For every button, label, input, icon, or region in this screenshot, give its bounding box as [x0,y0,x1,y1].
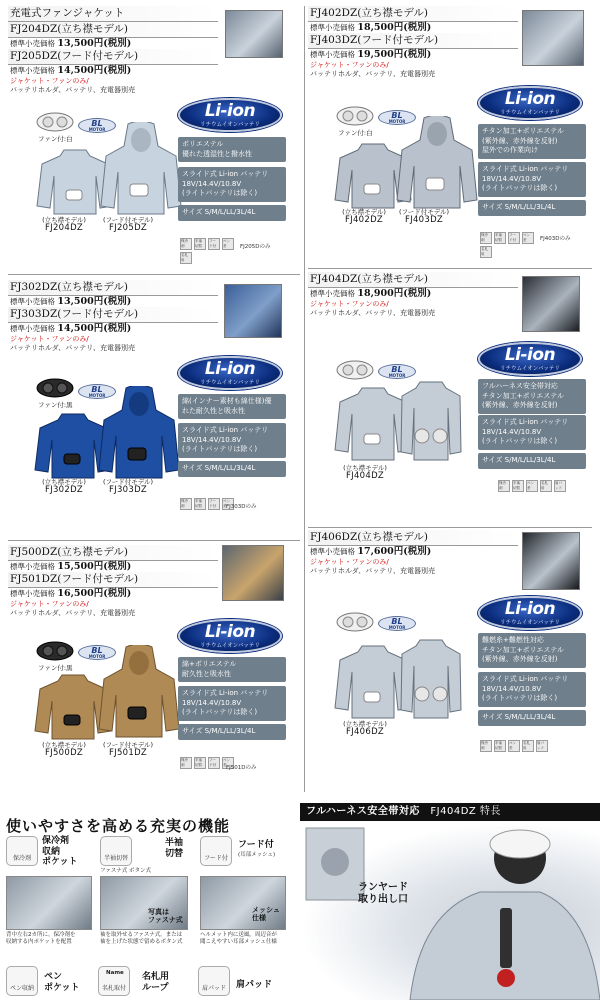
material-spec: フルハーネス安全帯対応 チタン加工+ポリエステル (紫外線、赤外線を反射) [478,379,586,414]
hood-icon: フード付 [208,757,220,769]
sleeve-switch-badge-icon: 半袖切替 [100,836,132,866]
jacket-hood-image [98,645,180,739]
model-title: FJ204DZ(立ち襟モデル) [8,22,218,38]
feature-cooling-pack-desc: 背中左右2カ所に。保冷剤を 収納する内ポケットを配置 [6,932,76,945]
name-tag-icon: 名札用 [522,740,534,752]
cooling-pack-icon: 保冷剤 [480,232,492,244]
name-tag-sample: Name [106,970,124,976]
feature-hood-overlay: メッシュ 仕様 [252,906,280,922]
fan-label: ファン付:白 [338,129,373,137]
product-fj500-fj501 [8,545,298,793]
feature-cooling-pack-photo [6,876,92,930]
note-jacket-only: ジャケット・ファンのみ/ [10,335,89,343]
pen-pocket-icon: ペン差 [222,238,234,250]
material-spec: ポリエステル 優れた透湿性と撥水性 [178,137,286,162]
caption-hood: (フード付モデル) FJ403DZ [398,208,450,225]
product-fj406 [308,530,598,792]
material-spec: 綿+ポリエステル 耐久性と吸水性 [178,657,286,682]
li-ion-logo: Li-ion リチウムイオンバッテリ [478,86,582,120]
note-sold-separately: バッテリホルダ、バッテリ、充電器別売 [10,344,135,352]
caption-standup: (立ち襟モデル) FJ406DZ [343,720,387,737]
jacket-hood-image [98,386,180,480]
name-tag-icon: 名札用 [540,480,552,492]
fan-unit-icon [336,360,374,380]
fan-label: ファン付:黒 [38,401,73,409]
size-spec: サイズ S/M/L/LL/3L/4L [478,200,586,216]
product-photo [522,532,580,590]
fan-unit-icon [36,112,74,132]
product-photo [222,545,284,601]
caption-standup: (立ち襟モデル) FJ500DZ [42,741,86,758]
cooling-pack-icon: 保冷剤 [180,757,192,769]
bl-motor-logo: BL MOTOR [378,364,416,379]
shoulder-pad-badge-icon: 肩パッド [198,966,230,996]
model-title: FJ406DZ(立ち襟モデル) [308,530,518,546]
cooling-pack-icon: 保冷剤 [498,480,510,492]
size-spec: サイズ S/M/L/LL/3L/4L [178,724,286,740]
feature-sleeve-overlay: 写真は ファスナ式 [148,908,183,924]
sleeve-switch-icon: 半袖切替 [512,480,524,492]
sleeve-switch-icon: 半袖切替 [194,238,206,250]
jacket-back-image [400,636,462,720]
price-line: 標準小売価格 17,600円(税別) [310,546,432,557]
battery-spec: スライド式 Li-ion バッテリ 18V/14.4V/10.8V (ライトバッテリは除く) [178,167,286,202]
feature-pen-title: ペン ポケット [44,972,80,993]
harness-heading: フルハーネス安全帯対応 FJ404DZ 特長 [300,803,600,821]
price-line: 標準小売価格 14,500円(税別) [10,323,132,334]
model-title: FJ501DZ(フード付モデル) [8,572,218,588]
fan-label: ファン付:黒 [38,664,73,672]
name-tag-icon: 名札用 [480,246,492,258]
product-fj402-fj403 [308,6,598,268]
note-sold-separately: バッテリホルダ、バッテリ、充電器別売 [10,609,135,617]
size-spec: サイズ S/M/L/LL/3L/4L [478,710,586,726]
shoulder-pad-icon: 肩パッド [536,740,548,752]
hood-icon: フード付 [208,498,220,510]
jacket-hood-image [100,122,182,216]
caption-standup: (立ち襟モデル) FJ302DZ [42,478,86,495]
feature-name-loop-title: 名札用 ループ [142,972,170,993]
name-tag-badge-icon: 名札取付 [98,966,130,996]
sleeve-switch-icon: 半袖切替 [194,498,206,510]
battery-spec: スライド式 Li-ion バッテリ 18V/14.4V/10.8V (ライトバッテリは除く) [178,423,286,458]
pen-pocket-icon: ペン差 [508,740,520,752]
bl-motor-logo: BL MOTOR [78,118,116,133]
material-spec: チタン加工+ポリエステル (紫外線、赤外線を反射) 屋外での作業向け [478,124,586,159]
material-spec: 綿(インナー素材も綿仕様)優 れた耐久性と吸水性 [178,394,286,419]
bl-motor-logo: BL MOTOR [378,616,416,631]
li-ion-logo: Li-ion リチウムイオンバッテリ [478,596,582,630]
product-photo [224,284,282,338]
price-line: 標準小売価格 19,500円(税別) [310,49,432,60]
size-spec: サイズ S/M/L/LL/3L/4L [178,205,286,221]
feature-cooling-pack-title: 保冷剤 収納 ポケット [42,836,78,867]
size-spec: サイズ S/M/L/LL/3L/4L [178,461,286,477]
battery-spec: スライド式 Li-ion バッテリ 18V/14.4V/10.8V (ライトバッテリは除く) [178,686,286,721]
feature-hood-desc: ヘルメット内に送風。周辺音が 聞こえやすい耳部メッシュ仕様 [200,932,277,945]
price-line: 標準小売価格 16,500円(税別) [10,588,132,599]
icons-note: FJ303Dのみ [226,504,257,510]
feature-hood-sub: (耳部メッシュ) [238,852,276,858]
product-fj302-fj303 [8,280,298,542]
sleeve-switch-icon: 半袖切替 [494,232,506,244]
li-ion-logo: Li-ion リチウムイオンバッテリ [478,342,582,376]
feature-icons [480,740,570,752]
hood-icon: フード付 [508,232,520,244]
model-title: FJ404DZ(立ち襟モデル) [308,272,518,288]
product-photo [225,10,283,58]
category-label: 充電式ファンジャケット [8,6,218,22]
lanyard-callout: ランヤード 取り出し口 [358,882,408,905]
icons-note: FJ205Dのみ [240,244,271,250]
row-divider [8,274,300,275]
price-line: 標準小売価格 13,500円(税別) [10,38,132,49]
pen-pocket-icon: ペン差 [522,232,534,244]
note-sold-separately: バッテリホルダ、バッテリ、充電器別売 [310,309,435,317]
price-line: 標準小売価格 14,500円(税別) [10,65,132,76]
size-spec: サイズ S/M/L/LL/3L/4L [478,453,586,469]
model-title: FJ205DZ(フード付モデル) [8,49,218,65]
price-line: 標準小売価格 15,500円(税別) [10,561,132,572]
price-line: 標準小売価格 18,900円(税別) [310,288,432,299]
fan-unit-icon [36,641,74,661]
harness-photo [300,822,600,1000]
sleeve-switch-icon: 半袖切替 [194,757,206,769]
fan-unit-icon [36,378,74,398]
battery-spec: スライド式 Li-ion バッテリ 18V/14.4V/10.8V (ライトバッテリは除く) [478,672,586,707]
fan-label: ファン付:白 [38,135,73,143]
model-title: FJ303DZ(フード付モデル) [8,307,218,323]
price-line: 標準小売価格 18,500円(税別) [310,22,432,33]
feature-icons [498,480,588,492]
bl-motor-logo: BL MOTOR [378,110,416,125]
fan-unit-icon [336,106,374,126]
note-sold-separately: バッテリホルダ、バッテリ、充電器別売 [10,86,135,94]
li-ion-logo: Li-ion リチウムイオンバッテリ [178,619,282,653]
model-title: FJ402DZ(立ち襟モデル) [308,6,518,22]
pen-pocket-icon: ペン差 [222,757,234,769]
product-photo [522,10,584,66]
model-title: FJ403DZ(フード付モデル) [308,33,518,49]
hood-icon: フード付 [208,238,220,250]
feature-icons [180,238,246,264]
feature-sleeve-switch-desc: 袖を取外せるファスナ式。または 袖を上げた状態で留めるボタン式 [100,932,183,945]
jacket-back-image [400,378,462,462]
caption-standup: (立ち襟モデル) FJ404DZ [343,464,387,481]
battery-spec: スライド式 Li-ion バッテリ 18V/14.4V/10.8V (ライトバッテリは除く) [478,162,586,197]
row-divider [308,268,592,269]
material-spec: 難燃糸+難燃性対応 チタン加工+ポリエステル (紫外線、赤外線を反射) [478,633,586,668]
cooling-pack-icon: 保冷剤 [180,498,192,510]
li-ion-logo: Li-ion リチウムイオンバッテリ [178,98,282,132]
fan-unit-icon [336,612,374,632]
feature-hood-title: フード付 [238,840,274,850]
sleeve-switch-types: ファスナ式 ボタン式 [100,868,152,874]
hood-badge-icon: フード付 [200,836,232,866]
worker-harness-image [300,822,600,1000]
note-jacket-only: ジャケット・ファンのみ/ [310,300,389,308]
feature-icons [480,232,546,258]
caption-standup: (立ち襟モデル) FJ204DZ [42,216,86,233]
name-tag-icon: 名札用 [180,252,192,264]
shoulder-pad-icon: 肩パッド [554,480,566,492]
caption-hood: (フード付モデル) FJ303DZ [102,478,154,495]
icons-note: FJ403Dのみ [540,236,571,242]
note-jacket-only: ジャケット・ファンのみ/ [310,558,389,566]
caption-standup: (立ち襟モデル) FJ402DZ [342,208,386,225]
features-title: 使いやすさを高める充実の機能 [6,817,231,835]
caption-hood: (フード付モデル) FJ501DZ [102,741,154,758]
li-ion-logo: Li-ion リチウムイオンバッテリ [178,356,282,390]
model-title: FJ302DZ(立ち襟モデル) [8,280,218,296]
cooling-pack-badge-icon: 保冷剤 [6,836,38,866]
pen-pocket-icon: ペン差 [222,498,234,510]
note-jacket-only: ジャケット・ファンのみ/ [310,61,389,69]
bl-motor-logo: BL MOTOR [78,645,116,660]
product-fj404 [308,272,598,534]
cooling-pack-icon: 保冷剤 [480,740,492,752]
sleeve-switch-icon: 半袖切替 [494,740,506,752]
model-title: FJ500DZ(立ち襟モデル) [8,545,218,561]
product-fj204-fj205 [8,6,298,268]
jacket-hood-image [396,116,478,210]
bl-motor-logo: BL MOTOR [78,384,116,399]
pen-badge-icon: ペン収納 [6,966,38,996]
feature-shoulder-pad-title: 肩パッド [236,980,273,990]
feature-sleeve-switch-title: 半袖 切替 [165,838,184,859]
product-photo [522,276,580,332]
battery-spec: スライド式 Li-ion バッテリ 18V/14.4V/10.8V (ライトバッテリは除く) [478,415,586,450]
column-divider [304,6,305,792]
price-line: 標準小売価格 13,500円(税別) [10,296,132,307]
note-jacket-only: ジャケット・ファンのみ/ [10,77,89,85]
icons-note: FJ501Dのみ [226,765,257,771]
caption-hood: (フード付モデル) FJ205DZ [102,216,154,233]
note-jacket-only: ジャケット・ファンのみ/ [10,600,89,608]
note-sold-separately: バッテリホルダ、バッテリ、充電器別売 [310,70,435,78]
note-sold-separately: バッテリホルダ、バッテリ、充電器別売 [310,567,435,575]
pen-pocket-icon: ペン差 [526,480,538,492]
cooling-pack-icon: 保冷剤 [180,238,192,250]
